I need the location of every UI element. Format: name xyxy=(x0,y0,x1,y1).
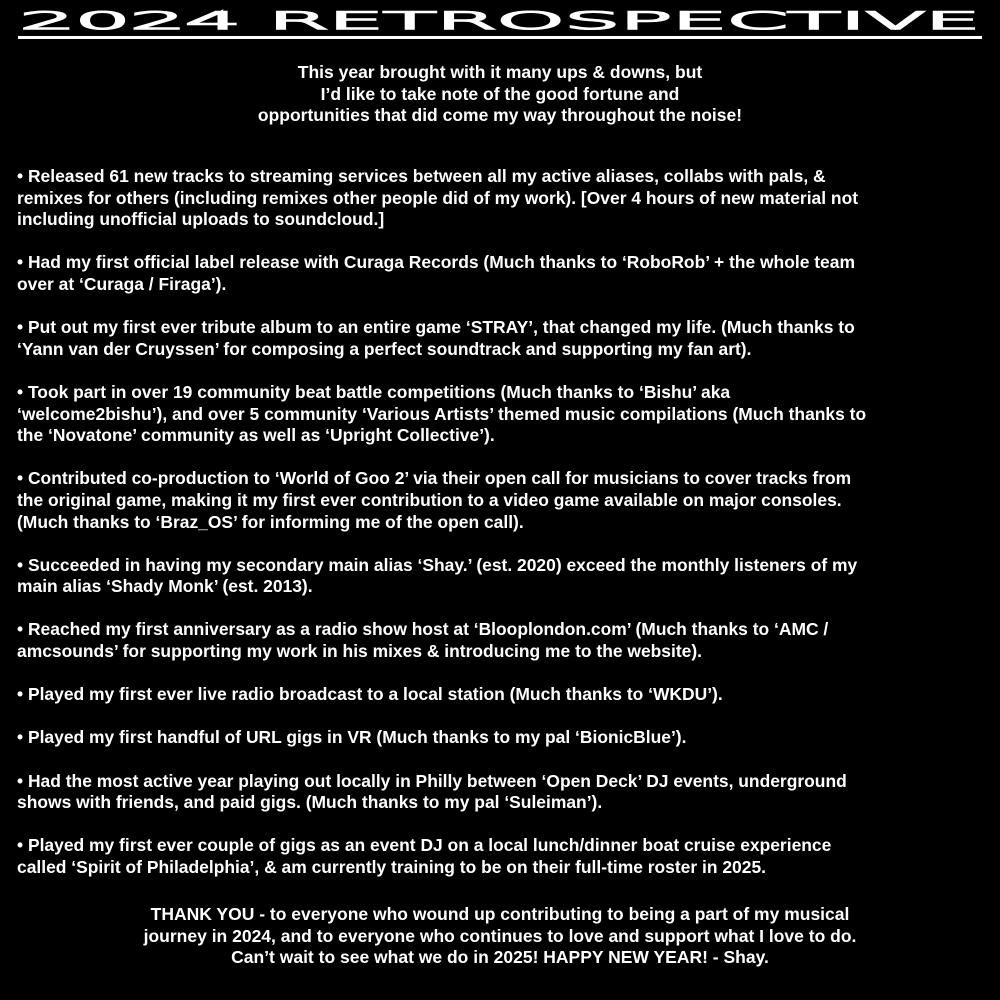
intro-line: This year brought with it many ups & downs, but xyxy=(297,62,703,82)
accomplishment-line: • Put out my first ever tribute album to an entire game ‘STRAY’, that changed my life. (Much thanks to xyxy=(17,317,855,338)
closing-line: journey in 2024, and to everyone who continues to love and support what I love to do. xyxy=(143,925,857,946)
accomplishment-line: called ‘Spirit of Philadelphia’, & am currently training to be on their full-time roster in 2025. xyxy=(17,857,766,877)
accomplishment-line: ‘welcome2bishu’), and over 5 community ‘Various Artists’ themed music compilations (Much thanks to xyxy=(17,403,867,424)
closing-line: Can’t wait to see what we do in 2025! HAPPY NEW YEAR! - Shay. xyxy=(231,947,769,967)
page-title: 2024 RETROSPECTIVE xyxy=(20,8,980,35)
accomplishment-line: • Had the most active year playing out locally in Philly between ‘Open Deck’ DJ events, underground xyxy=(17,770,847,791)
accomplishment-line: ‘Yann van der Cruyssen’ for composing a perfect soundtrack and supporting my fan art). xyxy=(17,338,752,359)
accomplishment-line: • Had my first official label release with Curaga Records (Much thanks to ‘RoboRob’ + the whole team xyxy=(17,252,855,273)
accomplishment-item xyxy=(17,619,987,662)
accomplishment-item xyxy=(17,771,987,814)
accomplishment-line: • Played my first ever live radio broadcast to a local station (Much thanks to ‘WKDU’). xyxy=(17,684,723,705)
header-rule xyxy=(18,36,982,39)
accomplishment-line: • Succeeded in having my secondary main alias ‘Shay.’ (est. 2020) exceed the monthly listeners of my xyxy=(17,554,858,575)
accomplishment-line: (Much thanks to ‘Braz_OS’ for informing me of the open call). xyxy=(17,511,524,532)
header-banner xyxy=(18,8,982,42)
accomplishment-list xyxy=(17,166,987,900)
accomplishment-line: • Played my first handful of URL gigs in VR (Much thanks to my pal ‘BionicBlue’). xyxy=(17,727,687,748)
closing-line: THANK YOU - to everyone who wound up contributing to being a part of my musical xyxy=(150,904,850,924)
header xyxy=(18,8,982,42)
accomplishment-line: amcsounds’ for supporting my work in his mixes & introducing me to the website). xyxy=(17,641,703,662)
accomplishment-line: • Contributed co-production to ‘World of Goo 2’ via their open call for musicians to cover tracks from xyxy=(17,468,852,489)
intro-line: opportunities that did come my way throughout the noise! xyxy=(257,105,743,125)
accomplishment-item xyxy=(17,555,987,598)
accomplishment-line: remixes for others (including remixes other people did of my work). [Over 4 hours of new material not xyxy=(17,187,859,208)
accomplishment-line: • Played my first ever couple of gigs as an event DJ on a local lunch/dinner boat cruise experience xyxy=(17,835,832,856)
accomplishment-line: shows with friends, and paid gigs. (Much thanks to my pal ‘Suleiman’). xyxy=(17,792,603,813)
accomplishment-item xyxy=(17,468,987,533)
accomplishment-item xyxy=(17,835,987,878)
accomplishment-item xyxy=(17,166,987,231)
accomplishment-line: • Took part in over 19 community beat battle competitions (Much thanks to ‘Bishu’ aka xyxy=(17,381,731,402)
intro-line: I’d like to take note of the good fortune and xyxy=(320,83,680,104)
accomplishment-line: • Released 61 new tracks to streaming services between all my active aliases, collabs with pals, & xyxy=(17,166,826,186)
accomplishment-item xyxy=(17,382,987,447)
accomplishment-item xyxy=(17,252,987,295)
accomplishment-item xyxy=(17,317,987,360)
accomplishment-line: the ‘Novatone’ community as well as ‘Upright Collective’). xyxy=(17,425,495,446)
closing-message xyxy=(0,904,1000,969)
accomplishment-line: main alias ‘Shady Monk’ (est. 2013). xyxy=(17,576,313,597)
accomplishment-line: over at ‘Curaga / Firaga’). xyxy=(17,273,227,294)
intro-paragraph xyxy=(0,62,1000,127)
accomplishment-item xyxy=(17,684,987,706)
accomplishment-line: the original game, making it my first ever contribution to a video game available on major consoles. xyxy=(17,489,842,510)
accomplishment-item xyxy=(17,727,987,749)
accomplishment-line: • Reached my first anniversary as a radio show host at ‘Blooplondon.com’ (Much thanks to ‘AMC / xyxy=(17,619,829,640)
accomplishment-line: including unofficial uploads to soundcloud.] xyxy=(17,209,385,230)
